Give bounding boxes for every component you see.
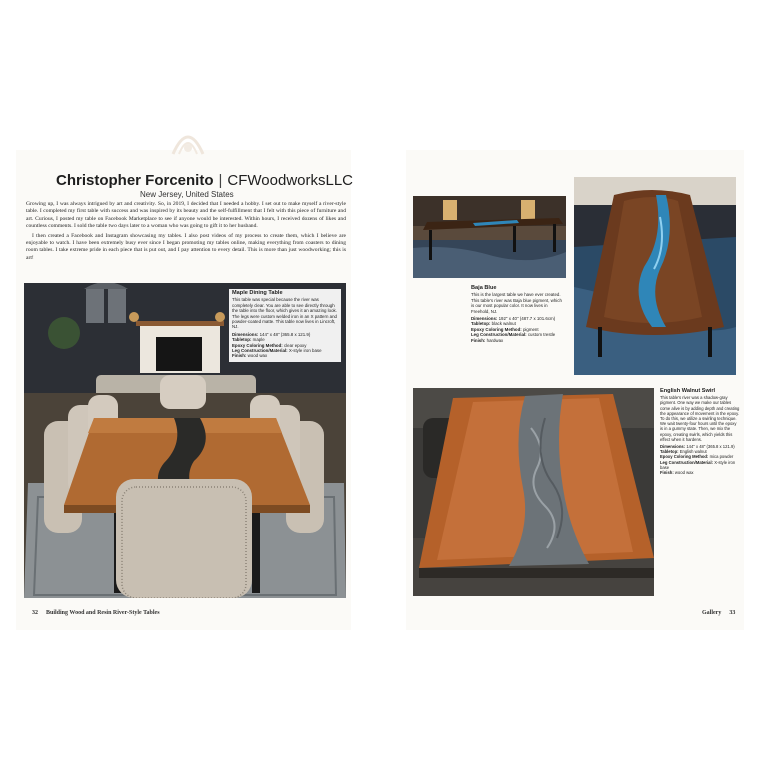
spec-line: Finish: wood wax [660,470,694,476]
intro-paragraph: Growing up, I was always intrigued by art and creativity. So, in 2019, I decided that I needed a hobby. I set out to make myself a river-style table. I completed my first table with success and was inspired by its beauty and the self-fulfillment that I felt with this piece of furniture and art. Curious, I posted my table on Facebook Marketplace to see if anyone would be interested. Within hours, I received dozens of likes and countless comments. I sold the table two days later to a woman who was going to gift it to her husband. [26,201,346,230]
baja-blue-topdown-photo [574,177,736,375]
english-walnut-caption [660,389,740,475]
baja-description: This is the largest table we have ever created. This table's river was Baja blue pigment, which is our most popular color. It now lives in Freehold, NJ. [471,292,562,314]
baja-title: Baja Blue [471,285,497,291]
spec-line: Dimensions: 192" x 40" (487.7 x 101.6cm) [471,316,556,322]
maple-title: Maple Dining Table [232,290,283,296]
business-name: CFWoodworksLLC [227,172,354,189]
spec-line: Leg Construction/Material: custom trestle [471,332,556,338]
intro-paragraph: I then created a Facebook and Instagram showcasing my tables. I also post videos of my process to create them, which I believe are enjoyable to watch. I have been extremely busy ever since I began promoting my tables online, making everything from coasters to dining room tables. I take extreme pride in each piece that is put out, and I pay attention to every detail. This is more than just woodworking; this is art! [26,232,346,261]
spec-line: Tabletop: black walnut [471,321,516,327]
spec-line: Dimensions: 144" x 48" (365.8 x 121.9) [660,444,735,450]
right-running-head: Gallery [702,610,722,616]
spec-line: Finish: hardwax [471,337,504,343]
baja-blue-room-photo [413,196,566,278]
spec-line: Tabletop: English walnut [660,449,707,455]
spec-line: Epoxy Coloring Method: mica powder [660,454,734,460]
spec-line: Leg Construction/Material: X-style iron base [660,459,736,470]
spec-line: Finish: wood wax [232,353,268,359]
intro-text [26,201,346,264]
title-separator: | [218,172,223,189]
spec-line: Leg Construction/Material: X-style iron base [232,348,322,354]
baja-caption [471,286,566,343]
artist-name: Christopher Forcenito [56,172,214,189]
spec-line: Dimensions: 144" x 48" (365.8 x 121.9) [232,331,311,337]
right-page-number: 33 [729,610,736,616]
english-walnut-swirl-photo [413,388,654,596]
left-page-number: 32 [32,610,38,616]
maple-description: This table was special because the river was completely clear. You are able to see directly through the table into the floor, which gives it an amazing look. The legs were custom welded iron in an X pattern and powder-coated matte. This table now lives in Lincroft, NJ. [232,297,337,330]
maple-caption [229,289,341,362]
english-walnut-title: English Walnut Swirl [660,388,716,394]
maker-logo-icon [163,124,213,160]
artist-location: New Jersey, United States [140,190,234,199]
artist-heading [56,172,354,189]
english-walnut-description: This table's river was a shadow-gray pigment. One way we make our tables come alive is by adding depth and creating the appearance of movement in the epoxy. To do this, we utilize a swirling technique. We wait twenty-four hours until the epoxy is in a gummy state. Then, we mix the epoxy, creating swirls, which yields this effect when it hardens. [660,395,740,442]
spec-line: Epoxy Coloring Method: pigment [471,326,539,332]
spec-line: Epoxy Coloring Method: clear epoxy [232,342,307,348]
spec-line: Tabletop: maple [232,337,265,343]
right-folio [702,610,735,616]
left-folio [32,610,160,616]
page-gutter [351,150,406,630]
left-running-head: Building Wood and Resin River-Style Tables [46,610,160,616]
